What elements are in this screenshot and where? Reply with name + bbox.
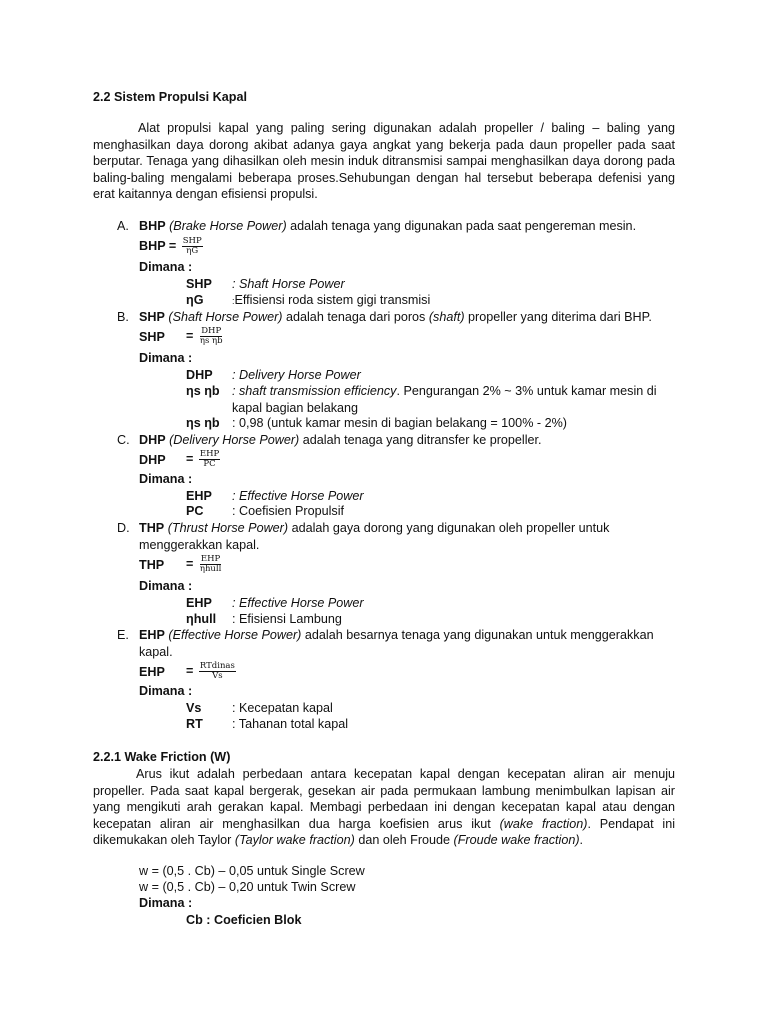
item-d-dimana: Dimana :	[139, 579, 193, 593]
item-d-def1-text: : Effective Horse Power	[232, 596, 364, 610]
item-a-numerator: SHP	[182, 236, 202, 246]
item-e-letter: E.	[117, 628, 129, 642]
item-c-denominator: PC	[203, 459, 216, 469]
item-e-full: (Effective Horse Power)	[168, 628, 302, 642]
item-d-denominator: ηhull	[199, 564, 222, 574]
item-e-def2-symbol: RT	[186, 717, 203, 731]
item-b-full: (Shaft Horse Power)	[168, 310, 283, 324]
item-b-def2	[232, 383, 657, 399]
item-d-formula-lhs: THP	[139, 558, 165, 572]
section-heading: 2.2 Sistem Propulsi Kapal	[93, 90, 247, 104]
item-c-formula-rhs	[186, 450, 220, 469]
item-d-heading	[139, 520, 609, 536]
item-e-desc: adalah besarnya tenaga yang digunakan untuk menggerakkan	[304, 628, 654, 642]
item-d-full: (Thrust Horse Power)	[167, 521, 289, 535]
item-b-formula-lhs: SHP	[139, 330, 165, 344]
item-d-letter: D.	[117, 521, 130, 535]
item-e-desc-cont: kapal.	[139, 645, 173, 659]
item-a-def1-text: : Shaft Horse Power	[232, 277, 345, 291]
item-e-dimana: Dimana :	[139, 684, 193, 698]
item-e-fraction	[199, 662, 236, 681]
item-c-def1-text: : Effective Horse Power	[232, 489, 364, 503]
item-c-full: (Delivery Horse Power)	[169, 433, 300, 447]
item-b-abbr: SHP	[139, 310, 165, 324]
item-a-def2-text: Effisiensi roda sistem gigi transmisi	[234, 293, 431, 307]
wake-para-d: .	[579, 833, 584, 847]
item-c-heading	[139, 432, 542, 448]
item-e-formula-lhs: EHP	[139, 665, 165, 679]
item-a-abbr: BHP	[139, 219, 166, 233]
item-b-desc2: propeller yang diterima dari BHP.	[468, 310, 652, 324]
item-b-heading	[139, 309, 652, 325]
item-d-def2-symbol: ηhull	[186, 612, 217, 626]
item-c-abbr: DHP	[139, 433, 166, 447]
intro-paragraph: Alat propulsi kapal yang paling sering digunakan adalah propeller / baling – baling yang menghasilkan daya dorong akibat adanya gaya angkat yang bekerja pada daun propeller pada saat berputar. Tenaga yang dihasilkan oleh mesin induk ditransmisi sampai menghasilkan daya dorong pada baling-baling mengalami beberapa proses.Sehubungan dengan hal tersebut beberapa defenisi yang erat kaitannya dengan efisiensi propulsi.	[93, 121, 675, 201]
wake-friction-heading: 2.2.1 Wake Friction (W)	[93, 750, 231, 764]
item-e-def1-text: : Kecepatan kapal	[232, 701, 333, 715]
item-c-numerator: EHP	[199, 449, 220, 459]
item-e-def1-symbol: Vs	[186, 701, 202, 715]
wake-formula-twin: w = (0,5 . Cb) – 0,20 untuk Twin Screw	[139, 880, 356, 894]
item-e-def2-text: : Tahanan total kapal	[232, 717, 348, 731]
item-b-desc1: adalah tenaga dari poros	[286, 310, 426, 324]
item-c-def2-text: : Coefisien Propulsif	[232, 504, 344, 518]
item-a-dimana: Dimana :	[139, 260, 193, 274]
item-b-def1-text: : Delivery Horse Power	[232, 368, 361, 382]
item-b-def2-text: . Pengurangan 2% ~ 3% untuk kamar mesin di	[396, 384, 657, 398]
item-b-numerator: DHP	[201, 326, 222, 336]
item-c-desc: adalah tenaga yang ditransfer ke propeller.	[302, 433, 542, 447]
item-a-full: (Brake Horse Power)	[169, 219, 287, 233]
item-d-desc-cont: menggerakkan kapal.	[139, 538, 260, 552]
wake-friction-paragraph	[93, 766, 675, 849]
wake-formula-single: w = (0,5 . Cb) – 0,05 untuk Single Screw	[139, 864, 365, 878]
item-e-denominator: Vs	[212, 671, 223, 681]
item-b-dimana: Dimana :	[139, 351, 193, 365]
item-e-formula-eq: =	[186, 663, 194, 678]
item-d-def2-text: : Efisiensi Lambung	[232, 612, 342, 626]
wake-para-italic-3: (Froude wake fraction)	[453, 833, 580, 847]
item-e-formula-rhs	[186, 662, 236, 681]
item-c-def2-symbol: PC	[186, 504, 204, 518]
item-a-desc: adalah tenaga yang digunakan pada saat pengereman mesin.	[290, 219, 637, 233]
item-a-fraction	[182, 237, 203, 256]
item-d-formula-eq: =	[186, 556, 194, 571]
item-c-def1-symbol: EHP	[186, 489, 212, 503]
item-a-def2-colon: :	[232, 296, 235, 306]
item-b-def2-cont: kapal bagian belakang	[232, 401, 359, 415]
item-b-desc-italic: (shaft)	[428, 310, 465, 324]
item-a-formula-lhs: BHP =	[139, 238, 177, 253]
wake-para-italic-2: (Taylor wake fraction)	[234, 833, 355, 847]
item-a-def1-symbol: SHP	[186, 277, 212, 291]
item-d-abbr: THP	[139, 521, 165, 535]
item-e-numerator: RTdinas	[199, 661, 235, 671]
item-a-def2-symbol: ηG	[186, 293, 204, 307]
item-a-letter: A.	[117, 219, 129, 233]
wake-para-c: dan oleh Froude	[358, 833, 451, 847]
item-b-def1-symbol: DHP	[186, 368, 213, 382]
item-d-def1-symbol: EHP	[186, 596, 212, 610]
item-e-abbr: EHP	[139, 628, 165, 642]
item-b-def3-text: : 0,98 (untuk kamar mesin di bagian belakang = 100% - 2%)	[232, 416, 567, 430]
item-d-numerator: EHP	[200, 554, 221, 564]
item-a-denominator: ηG	[186, 246, 199, 256]
item-b-def2-italic: : shaft transmission efficiency	[232, 384, 397, 398]
item-b-formula-eq: =	[186, 328, 194, 343]
item-a-heading	[139, 218, 636, 234]
item-c-letter: C.	[117, 433, 130, 447]
item-c-dimana: Dimana :	[139, 472, 193, 486]
item-b-fraction	[199, 327, 224, 346]
wake-para-italic-1: (wake fraction)	[499, 816, 588, 831]
item-b-formula-rhs	[186, 327, 224, 346]
item-b-denominator: ηs ηb	[199, 336, 223, 346]
item-a-formula	[139, 237, 203, 256]
wake-para-a: Arus ikut adalah perbedaan antara kecepatan kapal dengan kecepatan aliran air menuju propeller. Pada saat kapal bergerak, gesekan air pada permukaan lambung menimbulkan lapisan air yang mengikuti arah gerakan kapal. Membagi perbedaan ini dengan kecepatan kapal atau dengan kecepatan aliran air menghasilkan dua harga koefisien arus ikut	[93, 767, 675, 831]
item-c-formula-lhs: DHP	[139, 453, 166, 467]
wake-def-cb: Cb : Coeficien Blok	[186, 913, 302, 927]
item-b-letter: B.	[117, 310, 129, 324]
item-d-fraction	[199, 555, 222, 574]
item-d-formula-rhs	[186, 555, 222, 574]
item-c-fraction	[199, 450, 220, 469]
wake-para-b: . Pendapat ini dikemukakan oleh Taylor	[93, 816, 675, 847]
item-b-def2-symbol: ηs ηb	[186, 384, 220, 398]
item-e-heading	[139, 627, 654, 643]
item-d-desc: adalah gaya dorong yang digunakan oleh propeller untuk	[291, 521, 610, 535]
wake-dimana: Dimana :	[139, 896, 193, 910]
item-a-def2	[232, 292, 430, 309]
item-c-formula-eq: =	[186, 451, 194, 466]
item-b-def3-symbol: ηs ηb	[186, 416, 220, 430]
